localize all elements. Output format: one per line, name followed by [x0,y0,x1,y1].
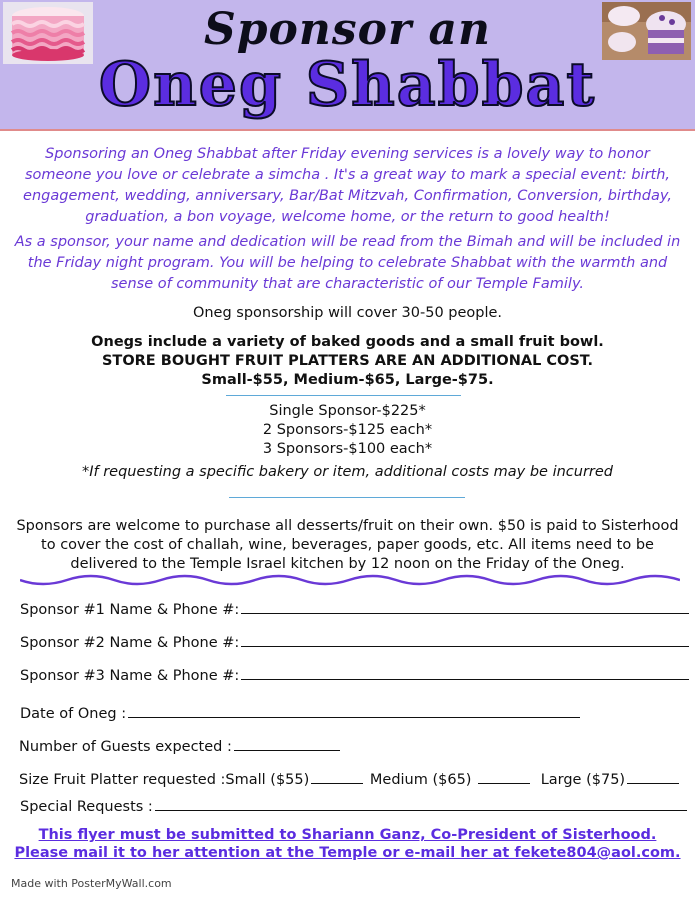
pricing-note: *If requesting a specific bakery or item, additional costs may be incurred [81,464,614,480]
sponsors-note: Sponsors are welcome to purchase all desserts/fruit on their own. $50 is paid to Sisterhood to cover the cost of challah, wine, beverages, paper goods, etc. All items need to be delivered to the Temple Israel kitchen by 12 noon on the Friday of the Oneg. [16,518,679,572]
page-title: Oneg Shabbat [98,50,597,120]
requests-row [20,796,687,815]
includes-line-1: Onegs include a variety of baked goods and a small fruit bowl. [91,334,604,350]
platter-row [19,769,679,788]
guests-field[interactable] [234,736,340,751]
includes-line-2: STORE BOUGHT FRUIT PLATTERS ARE AN ADDITIONAL COST. [101,353,594,369]
includes-line-3: Small-$55, Medium-$65, Large-$75. [201,372,494,388]
intro-paragraph-1: Sponsoring an Oneg Shabbat after Friday evening services is a lovely way to honor someone you love or celebrate a simcha . It's a great way to mark a special event: birth, engagement, wedding, anniversary, Bar/Bat Mitzvah, Confirmation, Conversion, birthday, graduation, a bon voyage, welcome home, or the return to good health! [23,146,672,225]
coverage-text: Oneg sponsorship will cover 30-50 people. [192,305,503,321]
sponsor-3-label: Sponsor #3 Name & Phone #: [20,668,240,684]
guests-row [19,736,340,755]
footer-line-1: This flyer must be submitted to Shariann Ganz, Co-President of Sisterhood. [38,827,657,843]
platter-medium-label: Medium ($65) [369,772,472,788]
divider-2 [229,497,465,498]
sponsor-2-row [20,632,689,651]
footer-line-2: Please mail it to her attention at the Temple or e-mail her at fekete804@aol.com. [14,845,681,861]
price-two: 2 Sponsors-$125 each* [262,422,433,438]
price-single: Single Sponsor-$225* [269,403,426,419]
guests-label: Number of Guests expected : [19,739,232,755]
platter-small-label: Small ($55) [225,772,310,788]
sponsor-1-row [20,599,689,618]
sponsor-1-name-field[interactable] [241,599,689,614]
divider-1 [226,395,461,396]
platter-label: Size Fruit Platter requested : [19,772,226,788]
platter-large-field[interactable] [627,769,679,784]
date-label: Date of Oneg : [20,706,127,722]
date-row [20,703,580,722]
sponsor-2-name-field[interactable] [241,632,689,647]
intro-paragraph-2: As a sponsor, your name and dedication will be read from the Bimah and will be included in the Friday night program. You will be helping to celebrate Shabbat with the warmth and sense of community that are characteristic of our Temple Family. [14,234,681,292]
sponsor-3-name-field[interactable] [241,665,689,680]
header-subtitle: Sponsor an [204,4,491,55]
date-field[interactable] [128,703,580,718]
sponsor-2-label: Sponsor #2 Name & Phone #: [20,635,240,651]
platter-small-field[interactable] [311,769,363,784]
sponsor-3-row [20,665,689,684]
requests-field[interactable] [155,796,687,811]
wavy-divider [20,574,680,588]
platter-large-label: Large ($75) [540,772,626,788]
price-three: 3 Sponsors-$100 each* [262,441,433,457]
credit-text: Made with PosterMyWall.com [11,877,172,890]
sponsor-1-label: Sponsor #1 Name & Phone #: [20,602,240,618]
header-banner [0,0,695,131]
platter-medium-field[interactable] [478,769,530,784]
requests-label: Special Requests : [20,799,153,815]
